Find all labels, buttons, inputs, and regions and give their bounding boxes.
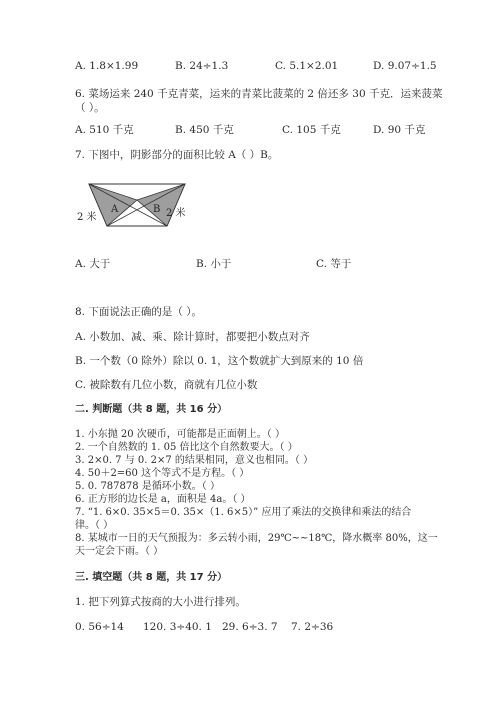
judge-item-2: 2. 一个自然数的 1. 05 倍比这个自然数要大。（ ）	[75, 442, 298, 453]
q6-text-line1: 6. 菜场运来 240 千克青菜，运来的青菜比菠菜的 2 倍还多 30 千克．运来菠菜	[75, 88, 443, 100]
section3-title: 三. 填空题（共 8 题，共 17 分）	[75, 572, 228, 583]
q6-option-a: A. 510 千克	[75, 124, 134, 136]
q5-option-b: B. 24÷1.3	[175, 60, 229, 72]
q5-option-c: C. 5.1×2.01	[275, 60, 339, 72]
q8-text: 8. 下面说法正确的是（ ）。	[75, 306, 202, 318]
shaded-triangle-b	[137, 184, 185, 226]
q7-option-c: C. 等于	[316, 258, 352, 270]
fill-q1-text: 1. 把下列算式按商的大小进行排列。	[75, 596, 246, 608]
q7-text: 7. 下图中，阴影部分的面积比较 A（ ）B。	[75, 149, 279, 161]
judge-item-8-line1: 8. 某城市一日的天气预报为：多云转小雨，29℃~~18℃，降水概率 80%，这一	[75, 533, 438, 544]
section2-title: 二. 判断题（共 8 题，共 16 分）	[75, 404, 228, 415]
q6-option-b: B. 450 千克	[175, 124, 234, 136]
q7-figure	[75, 176, 195, 234]
judge-item-8-line2: 天一定会下雨。（ ）	[75, 546, 164, 557]
label-right: 2 米	[166, 208, 186, 219]
expression-4: 7. 2÷36	[291, 621, 334, 633]
label-left: 2 米	[77, 212, 97, 223]
q5-option-a: A. 1.8×1.99	[75, 60, 139, 72]
judge-item-3: 3. 2×0. 7 与 0. 2×7 的结果相同，意义也相同。（ ）	[75, 455, 314, 466]
judge-item-1: 1. 小东抛 20 次硬币，可能都是正面朝上。（ ）	[75, 429, 285, 440]
q6-text-line2: （ ）。	[75, 102, 105, 114]
expression-1: 0. 56÷14	[75, 621, 124, 633]
judge-item-5: 5. 0. 787878 是循环小数。（ ）	[75, 481, 220, 492]
q8-option-c: C. 被除数有几位小数，商就有几位小数	[75, 379, 258, 391]
label-a: A	[111, 204, 119, 215]
judge-item-7-line2: 律。（ ）	[75, 520, 114, 531]
judge-item-7-line1: 7. “1. 6×0. 35×5＝0. 35×（1. 6×5）” 应用了乘法的交换律和乘法的结合	[75, 507, 412, 518]
q5-option-d: D. 9.07÷1.5	[373, 60, 437, 72]
q7-option-b: B. 小于	[196, 258, 232, 270]
judge-item-6: 6. 正方形的边长是 a，面积是 4a。（ ）	[75, 494, 251, 505]
q7-option-a: A. 大于	[75, 258, 111, 270]
q8-option-a: A. 小数加、减、乘、除计算时，都要把小数点对齐	[75, 331, 310, 343]
expression-3: 29. 6÷3. 7	[222, 621, 278, 633]
q8-option-b: B. 一个数（0 除外）除以 0. 1，这个数就扩大到原来的 10 倍	[75, 355, 364, 367]
q6-option-d: D. 90 千克	[373, 124, 426, 136]
q6-option-c: C. 105 千克	[282, 124, 341, 136]
label-b: B	[153, 204, 161, 215]
judge-item-4: 4. 50＋2=60 这个等式不是方程。（ ）	[75, 468, 250, 479]
expression-2: 120. 3÷40. 1	[143, 621, 212, 633]
